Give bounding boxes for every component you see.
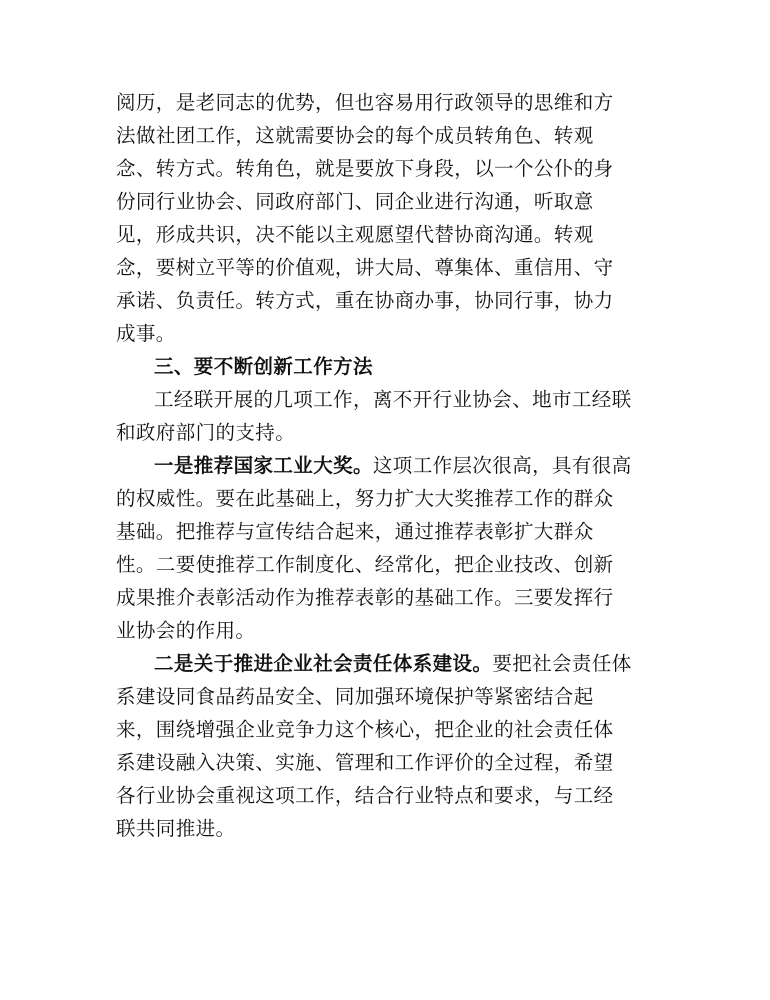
paragraph-lead: 一是推荐国家工业大奖。 <box>154 454 373 477</box>
paragraph-line: 成事。 <box>116 322 176 345</box>
paragraph-line: 见，形成共识，决不能以主观愿望代替协商沟通。转观 <box>116 223 594 246</box>
paragraph-line: 承诺、负责任。转方式，重在协商办事，协同行事，协力 <box>116 289 614 312</box>
paragraph-line: 成果推介表彰活动作为推荐表彰的基础工作。三要发挥行 <box>116 586 614 609</box>
paragraph-line: 法做社团工作，这就需要协会的每个成员转角色、转观 <box>116 124 594 147</box>
paragraph-line: 性。二要使推荐工作制度化、经常化，把企业技改、创新 <box>116 553 614 576</box>
paragraph-lead: 二是关于推进企业社会责任体系建设。 <box>154 652 493 675</box>
paragraph-line: 各行业协会重视这项工作，结合行业特点和要求，与工经 <box>116 784 614 807</box>
paragraph-line <box>116 647 656 680</box>
paragraph-line: 阅历，是老同志的优势，但也容易用行政领导的思维和方 <box>116 91 614 114</box>
paragraph-line: 来，围绕增强企业竞争力这个核心，把企业的社会责任体 <box>116 718 614 741</box>
paragraph-line: 念、转方式。转角色，就是要放下身段，以一个公仆的身 <box>116 157 614 180</box>
paragraph-line: 业协会的作用。 <box>116 619 256 642</box>
paragraph-line: 份同行业协会、同政府部门、同企业进行沟通，听取意 <box>116 190 594 213</box>
paragraph-line <box>116 449 656 482</box>
section-heading: 三、要不断创新工作方法 <box>154 355 373 378</box>
paragraph-text: 这项工作层次很高，具有很高 <box>372 454 632 477</box>
document-body <box>116 86 656 845</box>
paragraph-line: 基础。把推荐与宣传结合起来，通过推荐表彰扩大群众 <box>116 520 594 543</box>
paragraph-line: 联共同推进。 <box>116 817 236 840</box>
paragraph-text: 要把社会责任体 <box>492 652 632 675</box>
paragraph-line: 系建设同食品药品安全、同加强环境保护等紧密结合起 <box>116 685 594 708</box>
paragraph-line: 系建设融入决策、实施、管理和工作评价的全过程，希望 <box>116 751 614 774</box>
paragraph-line: 的权威性。要在此基础上，努力扩大大奖推荐工作的群众 <box>116 487 614 510</box>
paragraph-line: 和政府部门的支持。 <box>116 421 296 444</box>
paragraph-line: 工经联开展的几项工作，离不开行业协会、地市工经联 <box>154 388 632 411</box>
paragraph-line: 念，要树立平等的价值观，讲大局、尊集体、重信用、守 <box>116 256 614 279</box>
